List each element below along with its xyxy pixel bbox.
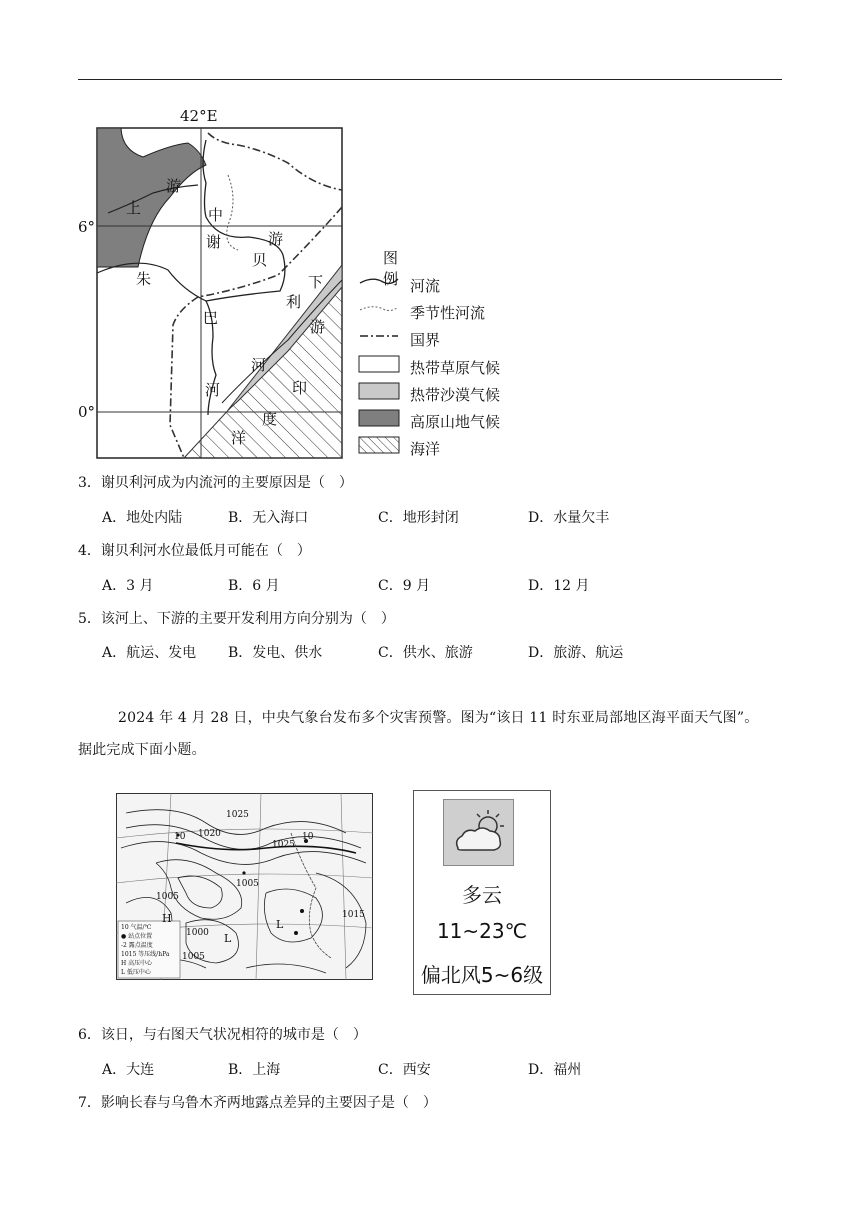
legend-label-border: 国界: [410, 331, 441, 349]
q5-option-a[interactable]: A．航运、发电: [102, 645, 197, 661]
legend-label-desert: 热带沙漠气候: [410, 386, 501, 404]
q3-option-a[interactable]: A．地处内陆: [102, 510, 183, 526]
temperature-label-east: 10: [302, 832, 314, 842]
isobar-label-1015: 1015: [342, 910, 365, 920]
weather-map-legend: [121, 923, 169, 977]
header-rule: [78, 79, 782, 80]
q6-option-c[interactable]: C．西安: [378, 1062, 431, 1078]
legend-item-savanna: [358, 355, 558, 377]
q4-option-d[interactable]: D．12 月: [528, 578, 590, 594]
question-3-stem: 3．谢贝利河成为内流河的主要原因是（ ）: [78, 475, 353, 491]
dark-gray-box-icon: [358, 409, 400, 427]
legend-title: 图例: [383, 249, 399, 288]
legend-item-seasonal-river: [358, 300, 558, 322]
q4-option-c[interactable]: C．9 月: [378, 578, 431, 594]
map-label-xie: 谢: [206, 233, 222, 251]
seasonal-river-icon: [358, 300, 400, 318]
weather-condition: 多云: [462, 883, 502, 907]
map-label-li: 利: [286, 293, 302, 311]
white-box-icon: [358, 355, 400, 373]
map-label-he-1: 河: [205, 381, 221, 399]
q5-option-b[interactable]: B．发电、供水: [228, 645, 323, 661]
isobar-label-1005-center: 1005: [236, 879, 259, 889]
weather-map-figure: [116, 793, 373, 980]
low-pressure-letter-1: L: [276, 918, 284, 931]
legend-label-river: 河流: [410, 277, 441, 295]
weather-card: [413, 790, 551, 995]
question-7-stem: 7．影响长春与乌鲁木齐两地露点差异的主要因子是（ ）: [78, 1095, 437, 1111]
legend-item-desert: [358, 382, 558, 404]
hatched-box-icon: [358, 436, 400, 454]
partly-cloudy-icon: [443, 799, 514, 866]
q5-option-d[interactable]: D．旅游、航运: [528, 645, 624, 661]
q6-option-d[interactable]: D．福州: [528, 1062, 582, 1078]
isobar-label-1005-south: 1005: [182, 952, 205, 962]
wx-legend-line-5: H 高压中心: [121, 960, 153, 967]
question-4-stem: 4．谢贝利河水位最低月可能在（ ）: [78, 543, 311, 559]
map-label-you-1: 游: [166, 177, 182, 195]
q6-option-b[interactable]: B．上海: [228, 1062, 281, 1078]
map-label-you-2: 游: [268, 230, 284, 248]
q4-option-a[interactable]: A．3 月: [102, 578, 154, 594]
map-label-you-3: 游: [310, 318, 326, 336]
light-gray-box-icon: [358, 382, 400, 400]
lat-0-label: 0°: [78, 403, 96, 421]
intro-line-2: 据此完成下面小题。: [78, 742, 206, 758]
map-label-xia: 下: [308, 273, 324, 291]
map-label-ba: 巴: [203, 309, 219, 327]
wx-legend-line-2: ● 站点位置: [121, 933, 153, 940]
isobar-label-1025-east: 1025: [272, 840, 295, 850]
map-label-he-2: 河: [251, 356, 267, 374]
isobar-label-1000: 1000: [186, 928, 209, 938]
map-label-zhong: 中: [208, 206, 224, 224]
isobar-label-1005-west: 1005: [156, 892, 179, 902]
isobar-label-1025-north: 1025: [226, 810, 249, 820]
map-label-yin: 印: [292, 379, 308, 397]
legend-item-river: [358, 273, 558, 295]
wx-legend-line-1: 10 气温/℃: [121, 924, 152, 931]
q3-option-c[interactable]: C．地形封闭: [378, 510, 459, 526]
question-6-stem: 6．该日，与右图天气状况相符的城市是（ ）: [78, 1027, 367, 1043]
map-label-du: 度: [262, 410, 278, 428]
lon-42e-label: 42°E: [180, 107, 218, 125]
legend-item-border: [358, 327, 558, 349]
weather-wind: 偏北风5~6级: [420, 963, 544, 987]
border-line-icon: [358, 327, 400, 345]
temperature-label-west: 10: [174, 832, 186, 842]
isobar-label-1020: 1020: [198, 829, 221, 839]
q6-option-a[interactable]: A．大连: [102, 1062, 155, 1078]
river-map-figure: [78, 105, 528, 465]
intro-line-1: 2024 年 4 月 28 日，中央气象台发布多个灾害预警。图为“该日 11 时东亚局部地区海平面天气图”。: [118, 710, 759, 726]
wx-legend-line-6: L 低压中心: [121, 969, 151, 976]
river-line-icon: [358, 273, 400, 291]
legend-item-ocean: [358, 436, 558, 458]
high-pressure-letter: H: [162, 912, 172, 925]
q4-option-b[interactable]: B．6 月: [228, 578, 280, 594]
legend-label-savanna: 热带草原气候: [410, 359, 501, 377]
map-label-bei: 贝: [252, 251, 268, 269]
q3-option-b[interactable]: B．无入海口: [228, 510, 309, 526]
lat-6-label: 6°: [78, 218, 96, 236]
legend-label-seasonal-river: 季节性河流: [410, 304, 486, 322]
map-label-yang: 洋: [231, 429, 247, 447]
wx-legend-line-3: -2 露点温度: [121, 942, 153, 949]
low-pressure-letter-2: L: [224, 932, 232, 945]
map-label-shang: 上: [126, 199, 142, 217]
intro-paragraph: [78, 702, 782, 766]
legend-label-ocean: 海洋: [410, 440, 441, 458]
map-label-zhu: 朱: [136, 270, 152, 288]
weather-temperature: 11~23℃: [436, 919, 528, 943]
q3-option-d[interactable]: D．水量欠丰: [528, 510, 610, 526]
q5-option-c[interactable]: C．供水、旅游: [378, 645, 473, 661]
legend-item-highland: [358, 409, 558, 431]
wx-legend-line-4: 1015 等压线/hPa: [121, 951, 170, 958]
legend-label-highland: 高原山地气候: [410, 413, 501, 431]
question-5-stem: 5．该河上、下游的主要开发利用方向分别为（ ）: [78, 611, 395, 627]
